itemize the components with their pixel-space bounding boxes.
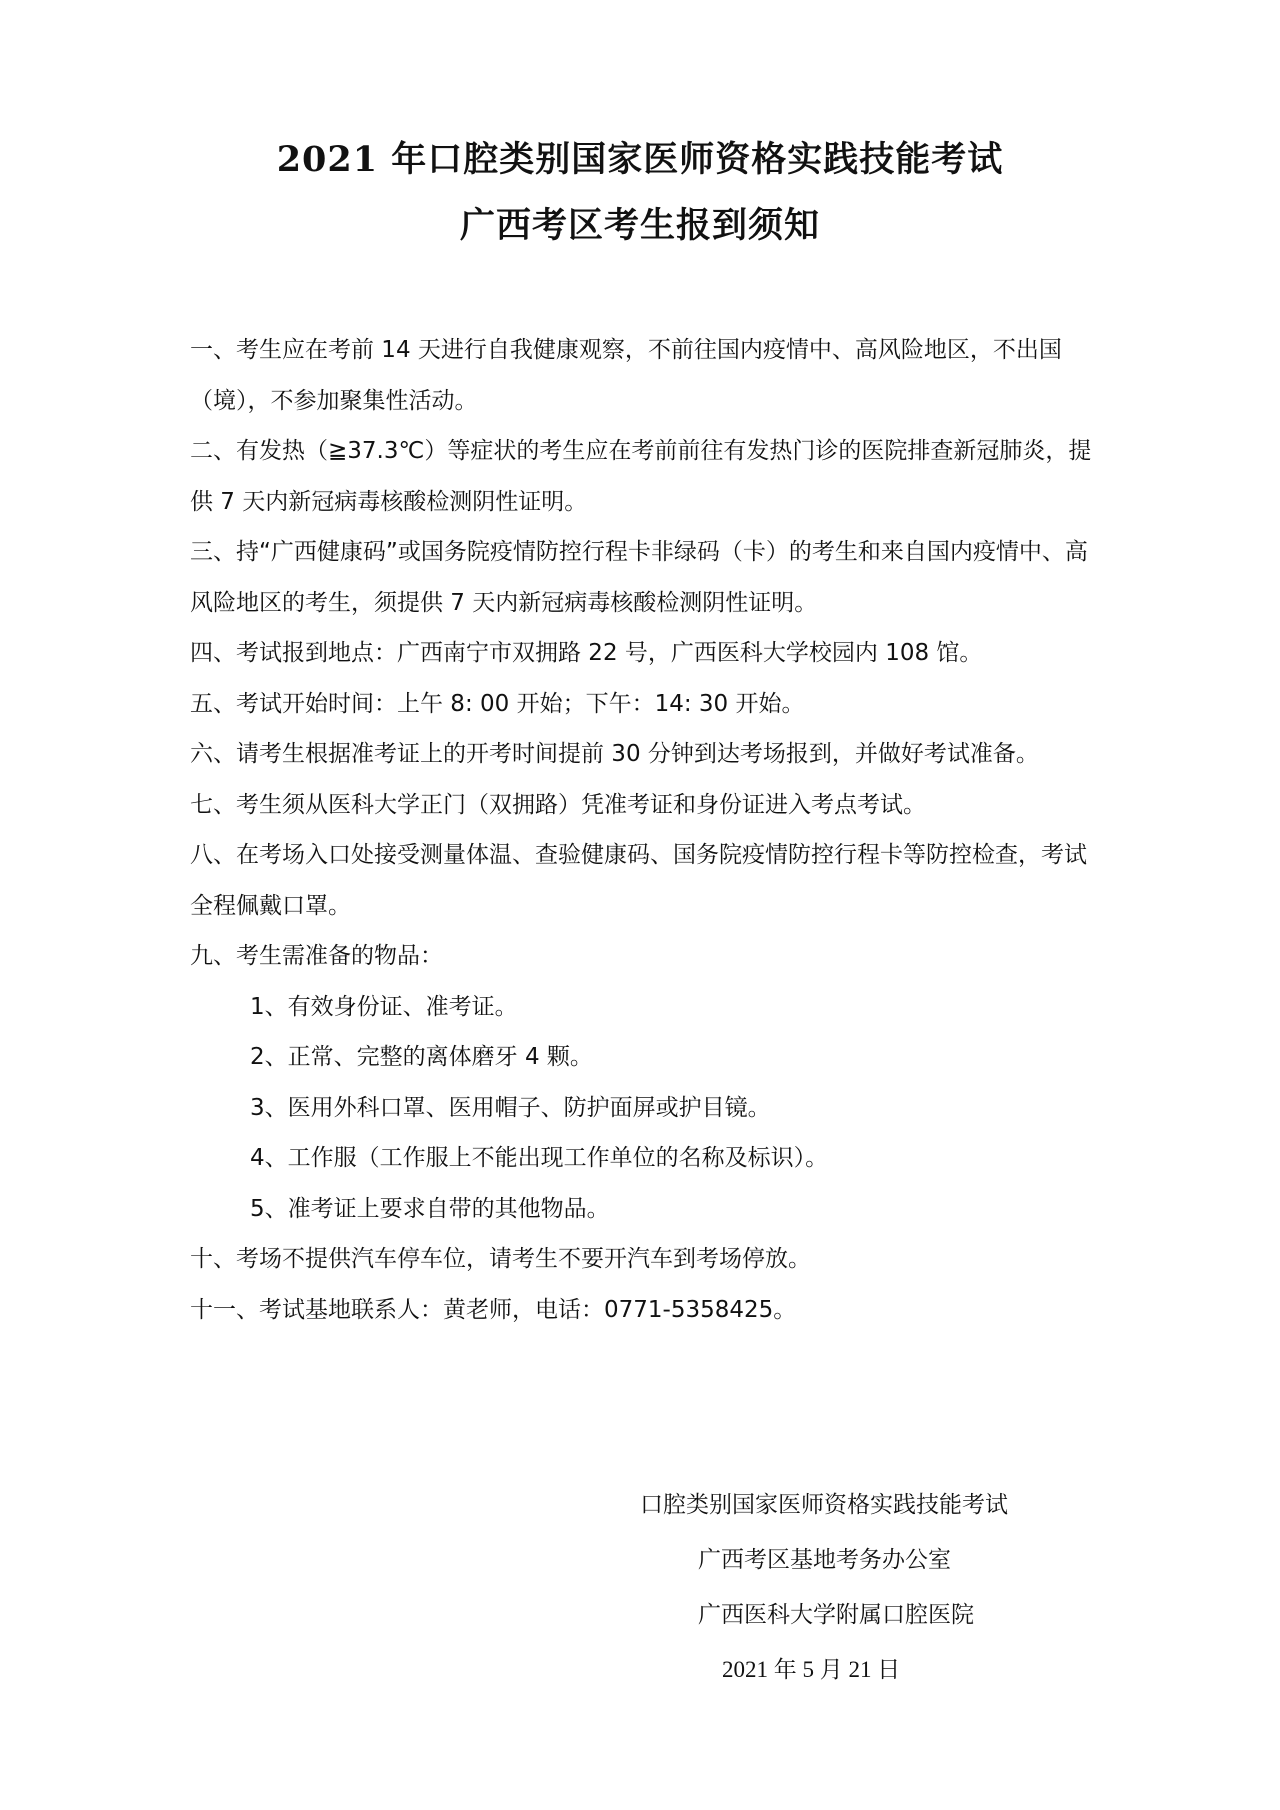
paragraph-6: 六、请考生根据准考证上的开考时间提前 30 分钟到达考场报到，并做好考试准备。 — [190, 741, 1039, 767]
item-3: 3、医用外科口罩、医用帽子、防护面屏或护目镜。 — [250, 1094, 771, 1121]
item-1: 1、有效身份证、准考证。 — [250, 993, 518, 1020]
paragraph-7: 七、考生须从医科大学正门（双拥路）凭准考证和身份证进入考点考试。 — [190, 791, 926, 818]
item-5: 5、准考证上要求自带的其他物品。 — [250, 1195, 610, 1222]
signature-org-1: 口腔类别国家医师资格实践技能考试 — [640, 1492, 1008, 1518]
paragraph-4: 四、考试报到地点：广西南宁市双拥路 22 号，广西医科大学校园内 108 馆。 — [190, 640, 983, 666]
paragraph-3: 三、持“广西健康码”或国务院疫情防控行程卡非绿码（卡）的考生和来自国内疫情中、高风险地区的考生，须提供 7 天内新冠病毒核酸检测阴性证明。 — [190, 539, 1088, 616]
signature-org-3: 广西医科大学附属口腔医院 — [698, 1602, 974, 1628]
title-line-2: 广西考区考生报到须知 — [459, 205, 820, 246]
paragraph-10: 十、考场不提供汽车停车位，请考生不要开汽车到考场停放。 — [190, 1246, 811, 1272]
paragraph-5: 五、考试开始时间：上午 8: 00 开始；下午：14: 30 开始。 — [190, 690, 805, 717]
paragraph-8: 八、在考场入口处接受测量体温、查验健康码、国务院疫情防控行程卡等防控检查，考试全程佩戴口罩。 — [190, 842, 1087, 919]
item-2: 2、正常、完整的离体磨牙 4 颗。 — [250, 1044, 593, 1070]
signature-date: 2021 年 5 月 21 日 — [722, 1657, 901, 1682]
paragraph-2: 二、有发热（≧37.3℃）等症状的考生应在考前前往有发热门诊的医院排查新冠肺炎，提供 7 天内新冠病毒核酸检测阴性证明。 — [190, 438, 1092, 515]
title-line-1: 2021 年口腔类别国家医师资格实践技能考试 — [276, 139, 1004, 180]
signature-org-2: 广西考区基地考务办公室 — [698, 1547, 951, 1573]
paragraph-1: 一、考生应在考前 14 天进行自我健康观察，不前往国内疫情中、高风险地区，不出国（境），不参加聚集性活动。 — [190, 337, 1062, 414]
paragraph-9: 九、考生需准备的物品： — [190, 943, 443, 969]
item-4: 4、工作服（工作服上不能出现工作单位的名称及标识）。 — [250, 1145, 829, 1171]
notice-body — [190, 325, 1095, 1335]
paragraph-11: 十一、考试基地联系人：黄老师，电话：0771-5358425。 — [190, 1296, 797, 1323]
